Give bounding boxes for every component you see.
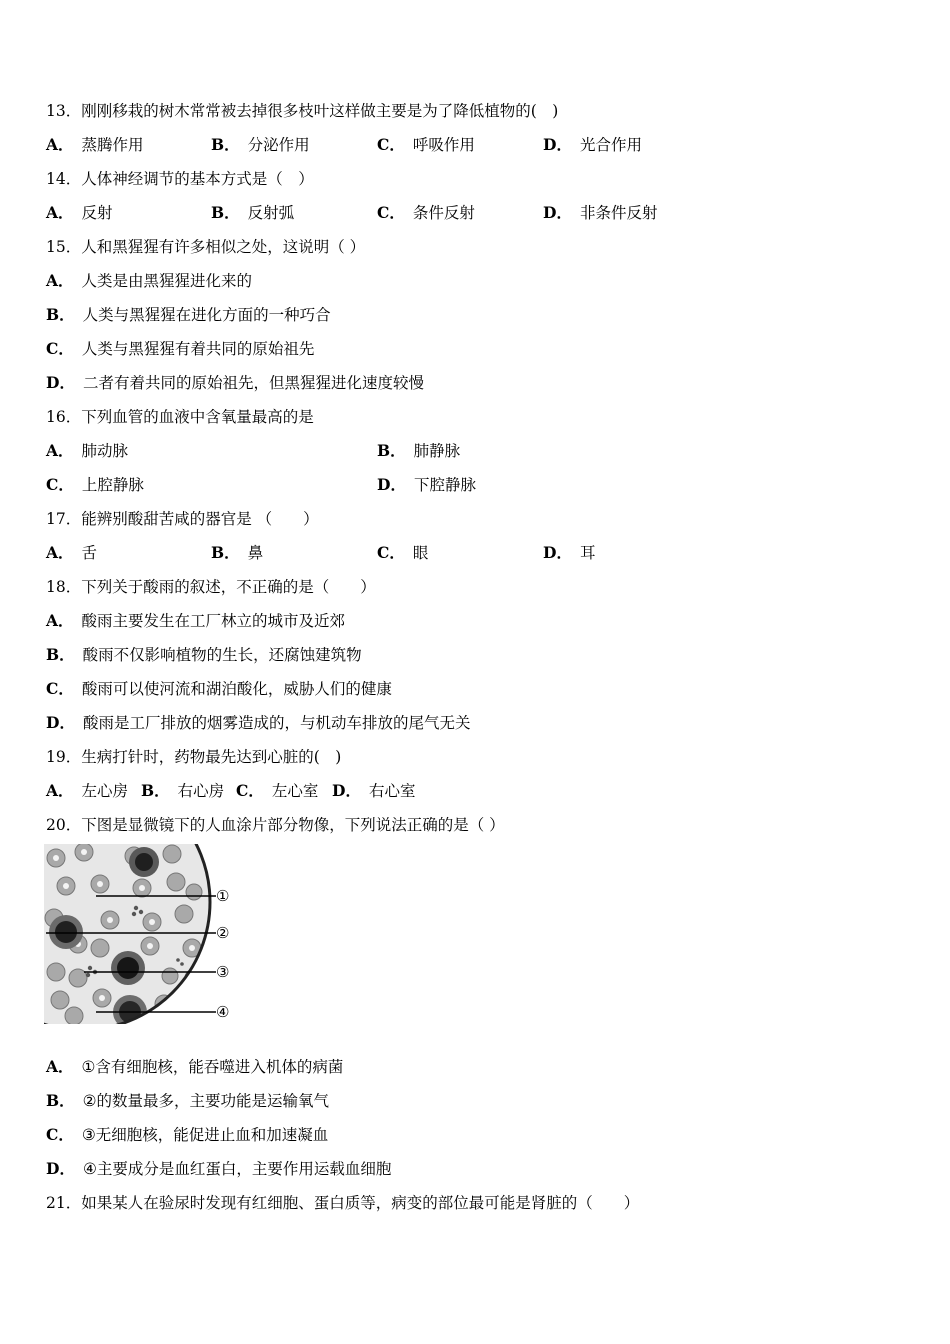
blood-smear-figure [44,844,240,1024]
option-c[interactable]: C． 条件反射 [377,203,475,222]
option-a[interactable]: A． 蒸腾作用 [46,135,144,154]
question-18-stem: 18．下列关于酸雨的叙述，不正确的是（ ） [46,578,376,596]
question-20-option-a[interactable]: A． ①含有细胞核，能吞噬进入机体的病菌 [46,1057,344,1076]
blood-smear-image [44,844,240,1024]
option-c[interactable]: C． 眼 [377,543,429,562]
option-d[interactable]: D． 耳 [543,543,596,562]
option-d[interactable]: D． 下腔静脉 [377,475,476,494]
option-c[interactable]: C． 上腔静脉 [46,475,144,494]
question-14-stem: 14．人体神经调节的基本方式是（ ） [46,170,314,188]
option-b[interactable]: B． 分泌作用 [211,135,310,154]
option-d[interactable]: D． 光合作用 [543,135,642,154]
question-15-option-c[interactable]: C． 人类与黑猩猩有着共同的原始祖先 [46,339,315,358]
option-b[interactable]: B． 肺静脉 [377,441,461,460]
question-15-option-b[interactable]: B． 人类与黑猩猩在进化方面的一种巧合 [46,305,331,324]
question-20-stem: 20．下图是显微镜下的人血涂片部分物像，下列说法正确的是（ ） [46,816,505,834]
question-18-option-a[interactable]: A． 酸雨主要发生在工厂林立的城市及近郊 [46,611,346,630]
question-13-stem: 13．刚刚移栽的树木常常被去掉很多枝叶这样做主要是为了降低植物的( ) [46,102,559,120]
option-b[interactable]: B． 右心房 [141,781,225,800]
question-15-stem: 15．人和黑猩猩有许多相似之处，这说明（ ） [46,238,366,256]
question-18-option-d[interactable]: D． 酸雨是工厂排放的烟雾造成的，与机动车排放的尾气无关 [46,713,471,732]
option-a[interactable]: A． 舌 [46,543,98,562]
question-19-stem: 19．生病打针时，药物最先达到心脏的( ) [46,748,342,766]
question-20-option-c[interactable]: C． ③无细胞核，能促进止血和加速凝血 [46,1125,329,1144]
question-15-option-a[interactable]: A． 人类是由黑猩猩进化来的 [46,271,253,290]
option-d[interactable]: D． 右心室 [332,781,416,800]
figure-label-3: ③ [216,963,230,981]
figure-label-4: ④ [216,1003,230,1021]
question-16-stem: 16．下列血管的血液中含氧量最高的是 [46,408,314,426]
question-20-option-d[interactable]: D． ④主要成分是血红蛋白，主要作用运载血细胞 [46,1159,392,1178]
option-a[interactable]: A． 肺动脉 [46,441,129,460]
option-a[interactable]: A． 左心房 [46,781,129,800]
option-d[interactable]: D． 非条件反射 [543,203,658,222]
figure-label-1: ① [216,887,230,905]
question-17-stem: 17．能辨别酸甜苦咸的器官是 （ ） [46,510,319,528]
question-15-option-d[interactable]: D． 二者有着共同的原始祖先，但黑猩猩进化速度较慢 [46,373,424,392]
figure-label-2: ② [216,924,230,942]
question-18-option-c[interactable]: C． 酸雨可以使河流和湖泊酸化，威胁人们的健康 [46,679,392,698]
question-18-option-b[interactable]: B． 酸雨不仅影响植物的生长，还腐蚀建筑物 [46,645,362,664]
option-c[interactable]: C． 左心室 [236,781,319,800]
option-c[interactable]: C． 呼吸作用 [377,135,475,154]
option-b[interactable]: B． 鼻 [211,543,264,562]
option-b[interactable]: B． 反射弧 [211,203,295,222]
option-a[interactable]: A． 反射 [46,203,113,222]
question-20-option-b[interactable]: B． ②的数量最多，主要功能是运输氧气 [46,1091,330,1110]
question-21-stem: 21．如果某人在验尿时发现有红细胞、蛋白质等，病变的部位最可能是肾脏的（ ） [46,1194,640,1212]
